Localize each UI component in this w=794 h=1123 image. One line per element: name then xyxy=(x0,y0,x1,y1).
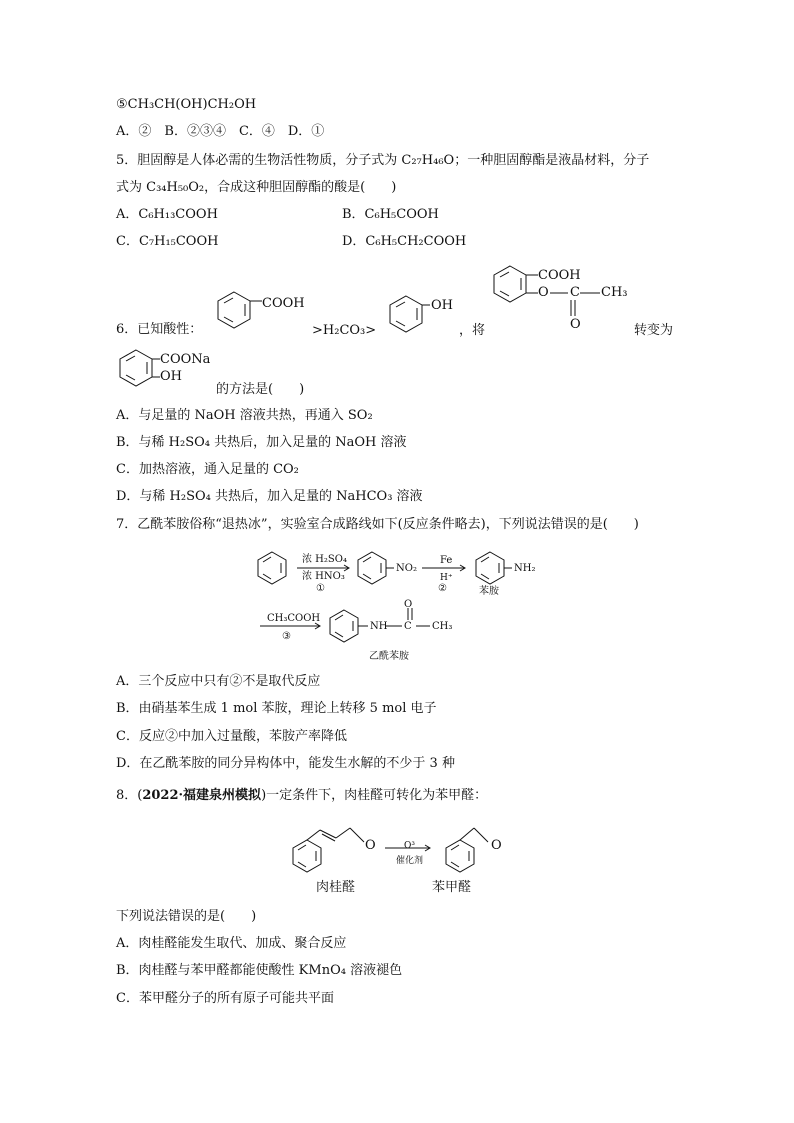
amino-group: NH₂ xyxy=(514,563,536,574)
amide-c: C xyxy=(404,621,412,632)
amide-o: O xyxy=(404,599,413,610)
nitro-group: NO₂ xyxy=(396,563,417,574)
phenol-structure xyxy=(384,288,430,338)
sodium-salicylate-structure xyxy=(116,346,166,392)
q6-option-c: C．加热溶液，通入足量的 CO₂ xyxy=(116,462,299,477)
aspirin-carbonyl-c: C xyxy=(570,285,580,300)
q7-stem: 7．乙酰苯胺俗称“退热冰”，实验室合成路线如下(反应条件略去)，下列说法错误的是( ) xyxy=(116,517,639,532)
q5-stem-line2: 式为 C₃₄H₅₀O₂，合成这种胆固醇酯的酸是( ) xyxy=(116,180,397,195)
benzoic-cooh: COOH xyxy=(262,296,305,311)
r3-reagent: CH₃COOH xyxy=(267,613,321,624)
salicylate-oh: OH xyxy=(160,369,182,384)
q5-stem-line1: 5．胆固醇是人体必需的生物活性物质，分子式为 C₂₇H₄₆O；一种胆固醇酯是液晶材料，分子 xyxy=(116,153,650,168)
q8-arrow-reagent: O³ xyxy=(404,841,415,851)
q6-method: 的方法是( ) xyxy=(216,382,305,397)
cinnamaldehyde-label: 肉桂醛 xyxy=(316,880,356,895)
q7-option-c: C．反应②中加入过量酸，苯胺产率降低 xyxy=(116,729,347,744)
q6-convert: 转变为 xyxy=(634,323,674,338)
aniline-label: 苯胺 xyxy=(479,586,499,597)
q6-option-d: D．与稀 H₂SO₄ 共热后，加入足量的 NaHCO₃ 溶液 xyxy=(116,489,423,504)
r2-step-number: ② xyxy=(438,583,447,594)
q5-option-a: A．C₆H₁₃COOH xyxy=(116,207,218,222)
cinnamaldehyde-o: O xyxy=(365,838,376,853)
aspirin-ch3: CH₃ xyxy=(601,285,628,300)
r3-step-number: ③ xyxy=(282,631,291,642)
q4-item5: ⑤CH₃CH(OH)CH₂OH xyxy=(116,97,257,112)
q7-option-b: B．由硝基苯生成 1 mol 苯胺，理论上转移 5 mol 电子 xyxy=(116,701,437,716)
q8-stem: 8．(2022·福建泉州模拟)一定条件下，肉桂醛可转化为苯甲醛： xyxy=(116,788,488,803)
q6-acidity-comparison: >H₂CO₃> xyxy=(312,323,377,338)
aspirin-ester-o: O xyxy=(538,285,549,300)
q6-option-b: B．与稀 H₂SO₄ 共热后，加入足量的 NaOH 溶液 xyxy=(116,435,407,450)
r2-reagent-h: H⁺ xyxy=(440,573,453,583)
q5-option-c: C．C₇H₁₅COOH xyxy=(116,234,219,249)
benzaldehyde-o: O xyxy=(491,838,502,853)
aspirin-carbonyl-o: O xyxy=(570,317,581,332)
r1-step-number: ① xyxy=(316,583,325,594)
q8-question: 下列说法错误的是( ) xyxy=(116,909,257,924)
benzaldehyde-label: 苯甲醛 xyxy=(432,880,472,895)
q5-option-d: D．C₆H₅CH₂COOH xyxy=(342,234,467,249)
q8-option-b: B．肉桂醛与苯甲醛都能使酸性 KMnO₄ 溶液褪色 xyxy=(116,963,403,978)
phenol-oh: OH xyxy=(431,298,453,313)
q7-option-a: A．三个反应中只有②不是取代反应 xyxy=(116,674,321,689)
amide-ch3: CH₃ xyxy=(432,621,453,632)
q8-option-c: C．苯甲醛分子的所有原子可能共平面 xyxy=(116,991,334,1006)
q8-arrow-catalyst: 催化剂 xyxy=(396,856,424,866)
acetanilide-label: 乙酰苯胺 xyxy=(369,651,409,662)
r1-reagent-h2so4: 浓 H₂SO₄ xyxy=(302,554,347,565)
aspirin-cooh: COOH xyxy=(538,268,581,283)
q6-option-a: A．与足量的 NaOH 溶液共热，再通入 SO₂ xyxy=(116,408,373,423)
benzoic-acid-structure xyxy=(212,288,262,338)
r1-reagent-hno3: 浓 HNO₃ xyxy=(302,571,345,582)
q7-option-d: D．在乙酰苯胺的同分异构体中，能发生水解的不少于 3 种 xyxy=(116,756,455,771)
r2-reagent-fe: Fe xyxy=(440,555,453,566)
q6-jiang: ，将 xyxy=(459,323,486,338)
q5-option-b: B．C₆H₅COOH xyxy=(342,207,439,222)
amide-nh: NH xyxy=(370,621,388,632)
q8-option-a: A．肉桂醛能发生取代、加成、聚合反应 xyxy=(116,936,347,951)
q4-options: A．② B．②③④ C．④ D．① xyxy=(116,124,325,139)
q6-prefix: 6．已知酸性： xyxy=(116,322,203,337)
salicylate-coona: COONa xyxy=(160,352,211,367)
q8-source: 2022·福建泉州模拟 xyxy=(142,788,262,803)
